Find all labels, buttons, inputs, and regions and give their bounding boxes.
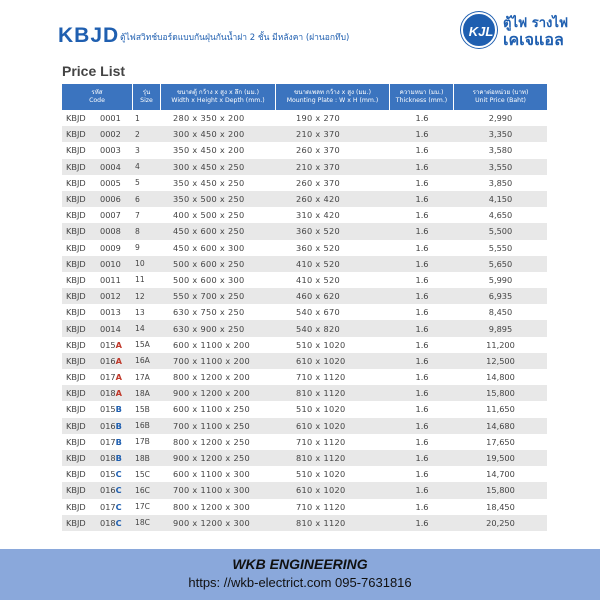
cell-unit-price: 19,500 bbox=[486, 453, 515, 464]
cell-mounting-plate: 460 x 620 bbox=[296, 291, 341, 302]
code-number: 0003 bbox=[100, 145, 121, 156]
cell-size: 17C bbox=[135, 502, 150, 512]
cell-unit-price: 18,450 bbox=[486, 501, 515, 512]
cell-dimensions: 450 x 600 x 300 bbox=[173, 242, 245, 253]
cell-size: 12 bbox=[135, 291, 145, 301]
cell-mounting-plate: 810 x 1120 bbox=[296, 517, 346, 528]
code-prefix: KBJD bbox=[66, 501, 86, 512]
cell-unit-price: 14,700 bbox=[486, 469, 515, 480]
code-prefix: KBJD bbox=[66, 339, 86, 350]
cell-code bbox=[62, 482, 133, 498]
header-price-en: Unit Price (Baht) bbox=[475, 97, 526, 104]
cell-dimensions: 630 x 750 x 250 bbox=[173, 307, 245, 318]
cell-thickness: 1.6 bbox=[415, 194, 429, 205]
code-number: 015 bbox=[100, 404, 116, 415]
table-row bbox=[62, 207, 547, 223]
cell-thickness: 1.6 bbox=[415, 339, 429, 350]
price-list-title: Price List bbox=[62, 63, 126, 79]
code-prefix: KBJD bbox=[66, 436, 86, 447]
cell-unit-price: 17,650 bbox=[486, 436, 515, 447]
cell-size: 13 bbox=[135, 307, 145, 317]
cell-mounting-plate: 260 x 370 bbox=[296, 177, 341, 188]
header-size-th: รุ่น bbox=[142, 89, 151, 96]
code-suffix: A bbox=[115, 355, 122, 366]
logo-name: เคเจแอล bbox=[503, 30, 564, 49]
cell-dimensions: 500 x 600 x 250 bbox=[173, 258, 245, 269]
cell-dimensions: 900 x 1200 x 200 bbox=[173, 388, 250, 399]
cell-code bbox=[62, 159, 133, 175]
cell-size: 18A bbox=[135, 388, 150, 398]
cell-unit-price: 20,250 bbox=[486, 517, 515, 528]
cell-code bbox=[62, 256, 133, 272]
table-row bbox=[62, 450, 547, 466]
code-number: 016 bbox=[100, 485, 116, 496]
header-size-en: Size bbox=[140, 97, 153, 104]
code-prefix: KBJD bbox=[66, 469, 86, 480]
cell-dimensions: 350 x 450 x 250 bbox=[173, 177, 245, 188]
header-size bbox=[133, 84, 161, 110]
code-number: 015 bbox=[100, 469, 116, 480]
code-number: 0013 bbox=[100, 307, 121, 318]
code-suffix: B bbox=[115, 453, 122, 464]
cell-mounting-plate: 610 x 1020 bbox=[296, 420, 346, 431]
cell-unit-price: 3,580 bbox=[488, 145, 513, 156]
cell-size: 2 bbox=[135, 129, 140, 139]
code-suffix: C bbox=[115, 501, 122, 512]
cell-dimensions: 900 x 1200 x 250 bbox=[173, 453, 250, 464]
cell-thickness: 1.6 bbox=[415, 453, 429, 464]
code-prefix: KBJD bbox=[66, 129, 86, 140]
cell-dimensions: 600 x 1100 x 200 bbox=[173, 339, 250, 350]
cell-unit-price: 3,350 bbox=[488, 129, 513, 140]
cell-mounting-plate: 540 x 820 bbox=[296, 323, 341, 334]
cell-code bbox=[62, 369, 133, 385]
cell-dimensions: 300 x 450 x 200 bbox=[173, 129, 245, 140]
table-row bbox=[62, 159, 547, 175]
cell-dimensions: 350 x 450 x 200 bbox=[173, 145, 245, 156]
cell-size: 14 bbox=[135, 324, 145, 334]
cell-dimensions: 800 x 1200 x 300 bbox=[173, 501, 250, 512]
logo-mark-icon bbox=[461, 12, 497, 48]
cell-thickness: 1.6 bbox=[415, 274, 429, 285]
price-table bbox=[62, 84, 547, 531]
cell-code bbox=[62, 499, 133, 515]
cell-unit-price: 11,650 bbox=[486, 404, 515, 415]
cell-mounting-plate: 710 x 1120 bbox=[296, 372, 346, 383]
code-prefix: KBJD bbox=[66, 242, 86, 253]
cell-unit-price: 2,990 bbox=[488, 113, 513, 124]
header-mounting-plate bbox=[276, 84, 390, 110]
table-row bbox=[62, 304, 547, 320]
code-number: 0011 bbox=[100, 274, 121, 285]
cell-dimensions: 600 x 1100 x 300 bbox=[173, 469, 250, 480]
cell-size: 15A bbox=[135, 340, 150, 350]
code-number: 0010 bbox=[100, 258, 121, 269]
cell-code bbox=[62, 223, 133, 239]
code-number: 0014 bbox=[100, 323, 121, 334]
cell-unit-price: 3,550 bbox=[488, 161, 513, 172]
code-prefix: KBJD bbox=[66, 226, 86, 237]
header-code bbox=[62, 84, 133, 110]
cell-thickness: 1.6 bbox=[415, 145, 429, 156]
cell-code bbox=[62, 191, 133, 207]
cell-unit-price: 14,800 bbox=[486, 372, 515, 383]
table-row bbox=[62, 272, 547, 288]
cell-thickness: 1.6 bbox=[415, 436, 429, 447]
header-plate-en: Mounting Plate : W x H (mm.) bbox=[286, 97, 379, 104]
cell-thickness: 1.6 bbox=[415, 258, 429, 269]
header-code-en: Code bbox=[89, 97, 105, 104]
code-number: 015 bbox=[100, 339, 116, 350]
table-row bbox=[62, 499, 547, 515]
cell-mounting-plate: 410 x 520 bbox=[296, 274, 341, 285]
code-prefix: KBJD bbox=[66, 274, 86, 285]
cell-size: 5 bbox=[135, 178, 140, 188]
product-description: ตู้ไฟสวิทช์บอร์ดแบบกันฝุ่นกันน้ำฝา 2 ชั้น มีหลังคา (ฝานอกทึบ) bbox=[120, 33, 350, 43]
code-prefix: KBJD bbox=[66, 388, 86, 399]
logo-tagline: ตู้ไฟ รางไฟ bbox=[503, 16, 569, 31]
cell-thickness: 1.6 bbox=[415, 469, 429, 480]
cell-mounting-plate: 540 x 670 bbox=[296, 307, 341, 318]
code-number: 0006 bbox=[100, 194, 121, 205]
cell-size: 18B bbox=[135, 453, 150, 463]
cell-code bbox=[62, 401, 133, 417]
code-suffix: A bbox=[115, 339, 122, 350]
cell-thickness: 1.6 bbox=[415, 485, 429, 496]
code-suffix: C bbox=[115, 469, 122, 480]
code-number: 017 bbox=[100, 372, 116, 383]
cell-code bbox=[62, 272, 133, 288]
code-suffix: B bbox=[115, 436, 122, 447]
cell-size: 11 bbox=[135, 275, 145, 285]
cell-thickness: 1.6 bbox=[415, 355, 429, 366]
cell-unit-price: 14,680 bbox=[486, 420, 515, 431]
code-number: 0008 bbox=[100, 226, 121, 237]
cell-size: 16C bbox=[135, 485, 150, 495]
code-suffix: B bbox=[115, 404, 122, 415]
cell-dimensions: 450 x 600 x 250 bbox=[173, 226, 245, 237]
code-prefix: KBJD bbox=[66, 145, 86, 156]
code-prefix: KBJD bbox=[66, 161, 86, 172]
cell-size: 7 bbox=[135, 210, 140, 220]
cell-thickness: 1.6 bbox=[415, 210, 429, 221]
cell-mounting-plate: 360 x 520 bbox=[296, 226, 341, 237]
cell-dimensions: 350 x 500 x 250 bbox=[173, 194, 245, 205]
cell-code bbox=[62, 385, 133, 401]
cell-dimensions: 700 x 1100 x 300 bbox=[173, 485, 250, 496]
header-dimensions-th: ขนาดตู้ กว้าง x สูง x ลึก (มม.) bbox=[176, 89, 260, 96]
cell-thickness: 1.6 bbox=[415, 372, 429, 383]
table-header bbox=[62, 84, 547, 110]
cell-unit-price: 5,500 bbox=[488, 226, 513, 237]
cell-code bbox=[62, 337, 133, 353]
cell-code bbox=[62, 207, 133, 223]
code-number: 017 bbox=[100, 436, 116, 447]
cell-unit-price: 3,850 bbox=[488, 177, 513, 188]
code-number: 018 bbox=[100, 388, 116, 399]
code-prefix: KBJD bbox=[66, 258, 86, 269]
table-row bbox=[62, 256, 547, 272]
code-number: 0005 bbox=[100, 177, 121, 188]
cell-dimensions: 280 x 350 x 200 bbox=[173, 113, 245, 124]
cell-thickness: 1.6 bbox=[415, 113, 429, 124]
code-suffix: A bbox=[115, 388, 122, 399]
cell-thickness: 1.6 bbox=[415, 161, 429, 172]
code-prefix: KBJD bbox=[66, 323, 86, 334]
code-prefix: KBJD bbox=[66, 404, 86, 415]
code-prefix: KBJD bbox=[66, 485, 86, 496]
header-thickness bbox=[390, 84, 454, 110]
header-unit-price bbox=[454, 84, 547, 110]
header-price-th: ราคาต่อหน่วย (บาท) bbox=[472, 89, 529, 96]
cell-mounting-plate: 810 x 1120 bbox=[296, 388, 346, 399]
table-row bbox=[62, 126, 547, 142]
cell-code bbox=[62, 142, 133, 158]
cell-unit-price: 12,500 bbox=[486, 355, 515, 366]
code-number: 0012 bbox=[100, 291, 121, 302]
cell-dimensions: 900 x 1200 x 300 bbox=[173, 517, 250, 528]
cell-dimensions: 600 x 1100 x 250 bbox=[173, 404, 250, 415]
cell-code bbox=[62, 175, 133, 191]
header-plate-th: ขนาดเพลท กว้าง x สูง (มม.) bbox=[293, 89, 371, 96]
cell-thickness: 1.6 bbox=[415, 323, 429, 334]
cell-unit-price: 4,150 bbox=[488, 194, 513, 205]
cell-code bbox=[62, 418, 133, 434]
cell-thickness: 1.6 bbox=[415, 307, 429, 318]
cell-thickness: 1.6 bbox=[415, 177, 429, 188]
cell-code bbox=[62, 450, 133, 466]
header-dimensions-en: Width x Height x Depth (mm.) bbox=[171, 97, 265, 104]
code-prefix: KBJD bbox=[66, 453, 86, 464]
cell-size: 1 bbox=[135, 113, 140, 123]
table-row bbox=[62, 418, 547, 434]
cell-mounting-plate: 310 x 420 bbox=[296, 210, 341, 221]
table-row bbox=[62, 434, 547, 450]
cell-thickness: 1.6 bbox=[415, 129, 429, 140]
code-prefix: KBJD bbox=[66, 177, 86, 188]
code-number: 018 bbox=[100, 517, 116, 528]
cell-code bbox=[62, 126, 133, 142]
cell-size: 15B bbox=[135, 404, 150, 414]
cell-unit-price: 5,650 bbox=[488, 258, 513, 269]
code-prefix: KBJD bbox=[66, 517, 86, 528]
cell-size: 18C bbox=[135, 518, 150, 528]
cell-thickness: 1.6 bbox=[415, 420, 429, 431]
cell-unit-price: 11,200 bbox=[486, 339, 515, 350]
cell-size: 3 bbox=[135, 145, 140, 155]
cell-thickness: 1.6 bbox=[415, 388, 429, 399]
cell-code bbox=[62, 515, 133, 531]
table-row bbox=[62, 288, 547, 304]
cell-dimensions: 400 x 500 x 250 bbox=[173, 210, 245, 221]
cell-size: 17A bbox=[135, 372, 150, 382]
cell-mounting-plate: 510 x 1020 bbox=[296, 469, 346, 480]
cell-unit-price: 8,450 bbox=[488, 307, 513, 318]
cell-size: 9 bbox=[135, 243, 140, 253]
cell-size: 15C bbox=[135, 469, 150, 479]
table-body bbox=[62, 110, 547, 531]
cell-dimensions: 550 x 700 x 250 bbox=[173, 291, 245, 302]
cell-mounting-plate: 360 x 520 bbox=[296, 242, 341, 253]
code-number: 0002 bbox=[100, 129, 121, 140]
code-prefix: KBJD bbox=[66, 355, 86, 366]
cell-code bbox=[62, 304, 133, 320]
table-row bbox=[62, 369, 547, 385]
cell-mounting-plate: 710 x 1120 bbox=[296, 436, 346, 447]
cell-size: 4 bbox=[135, 162, 140, 172]
cell-dimensions: 300 x 450 x 250 bbox=[173, 161, 245, 172]
cell-thickness: 1.6 bbox=[415, 291, 429, 302]
code-number: 016 bbox=[100, 420, 116, 431]
code-prefix: KBJD bbox=[66, 194, 86, 205]
table-row bbox=[62, 515, 547, 531]
cell-size: 16A bbox=[135, 356, 150, 366]
code-suffix: A bbox=[115, 372, 122, 383]
cell-mounting-plate: 710 x 1120 bbox=[296, 501, 346, 512]
table-row bbox=[62, 385, 547, 401]
table-row bbox=[62, 401, 547, 417]
code-number: 0009 bbox=[100, 242, 121, 253]
cell-dimensions: 500 x 600 x 300 bbox=[173, 274, 245, 285]
cell-unit-price: 15,800 bbox=[486, 388, 515, 399]
code-prefix: KBJD bbox=[66, 113, 86, 124]
code-prefix: KBJD bbox=[66, 372, 86, 383]
table-row bbox=[62, 482, 547, 498]
table-row bbox=[62, 142, 547, 158]
cell-mounting-plate: 260 x 370 bbox=[296, 145, 341, 156]
code-number: 018 bbox=[100, 453, 116, 464]
cell-mounting-plate: 810 x 1120 bbox=[296, 453, 346, 464]
table-row bbox=[62, 223, 547, 239]
cell-mounting-plate: 210 x 370 bbox=[296, 129, 341, 140]
cell-dimensions: 800 x 1200 x 250 bbox=[173, 436, 250, 447]
cell-code bbox=[62, 434, 133, 450]
cell-mounting-plate: 510 x 1020 bbox=[296, 404, 346, 415]
cell-size: 16B bbox=[135, 421, 150, 431]
table-row bbox=[62, 240, 547, 256]
code-number: 0001 bbox=[100, 113, 121, 124]
cell-code bbox=[62, 353, 133, 369]
cell-dimensions: 700 x 1100 x 200 bbox=[173, 355, 250, 366]
cell-dimensions: 800 x 1200 x 200 bbox=[173, 372, 250, 383]
table-row bbox=[62, 353, 547, 369]
cell-unit-price: 5,990 bbox=[488, 274, 513, 285]
footer-company-name: WKB ENGINEERING bbox=[232, 556, 368, 572]
cell-unit-price: 15,800 bbox=[486, 485, 515, 496]
page-footer bbox=[0, 549, 600, 600]
cell-mounting-plate: 410 x 520 bbox=[296, 258, 341, 269]
logo-mark-text: KJL bbox=[468, 24, 494, 39]
cell-thickness: 1.6 bbox=[415, 404, 429, 415]
header-code-th: รหัส bbox=[91, 89, 103, 96]
cell-size: 8 bbox=[135, 226, 140, 236]
cell-mounting-plate: 190 x 270 bbox=[296, 113, 341, 124]
cell-unit-price: 9,895 bbox=[488, 323, 513, 334]
code-prefix: KBJD bbox=[66, 210, 86, 221]
cell-unit-price: 4,650 bbox=[488, 210, 513, 221]
code-number: 0004 bbox=[100, 161, 121, 172]
cell-mounting-plate: 610 x 1020 bbox=[296, 355, 346, 366]
cell-mounting-plate: 610 x 1020 bbox=[296, 485, 346, 496]
code-prefix: KBJD bbox=[66, 291, 86, 302]
footer-contact-info: https: //wkb-electrict.com 095-7631816 bbox=[188, 575, 412, 590]
cell-size: 17B bbox=[135, 437, 150, 447]
table-row bbox=[62, 175, 547, 191]
cell-thickness: 1.6 bbox=[415, 226, 429, 237]
cell-mounting-plate: 210 x 370 bbox=[296, 161, 341, 172]
company-logo bbox=[461, 12, 586, 50]
table-row bbox=[62, 191, 547, 207]
code-suffix: C bbox=[115, 517, 122, 528]
page-header bbox=[0, 0, 600, 62]
cell-code bbox=[62, 288, 133, 304]
cell-size: 6 bbox=[135, 194, 140, 204]
cell-code bbox=[62, 320, 133, 336]
cell-unit-price: 6,935 bbox=[488, 291, 513, 302]
cell-code bbox=[62, 466, 133, 482]
code-prefix: KBJD bbox=[66, 307, 86, 318]
cell-thickness: 1.6 bbox=[415, 517, 429, 528]
cell-dimensions: 700 x 1100 x 250 bbox=[173, 420, 250, 431]
table-row bbox=[62, 320, 547, 336]
code-number: 016 bbox=[100, 355, 116, 366]
header-dimensions bbox=[161, 84, 276, 110]
code-number: 017 bbox=[100, 501, 116, 512]
cell-dimensions: 630 x 900 x 250 bbox=[173, 323, 245, 334]
cell-code bbox=[62, 110, 133, 126]
cell-mounting-plate: 510 x 1020 bbox=[296, 339, 346, 350]
cell-code bbox=[62, 240, 133, 256]
cell-thickness: 1.6 bbox=[415, 242, 429, 253]
table-row bbox=[62, 466, 547, 482]
cell-mounting-plate: 260 x 420 bbox=[296, 194, 341, 205]
code-suffix: C bbox=[115, 485, 122, 496]
code-prefix: KBJD bbox=[66, 420, 86, 431]
code-suffix: B bbox=[115, 420, 122, 431]
code-number: 0007 bbox=[100, 210, 121, 221]
table-row bbox=[62, 110, 547, 126]
cell-thickness: 1.6 bbox=[415, 501, 429, 512]
product-code-title: KBJD bbox=[58, 24, 120, 47]
cell-unit-price: 5,550 bbox=[488, 242, 513, 253]
cell-size: 10 bbox=[135, 259, 145, 269]
header-thickness-en: Thickness (mm.) bbox=[395, 97, 448, 104]
table-row bbox=[62, 337, 547, 353]
header-thickness-th: ความหนา (มม.) bbox=[399, 89, 444, 96]
